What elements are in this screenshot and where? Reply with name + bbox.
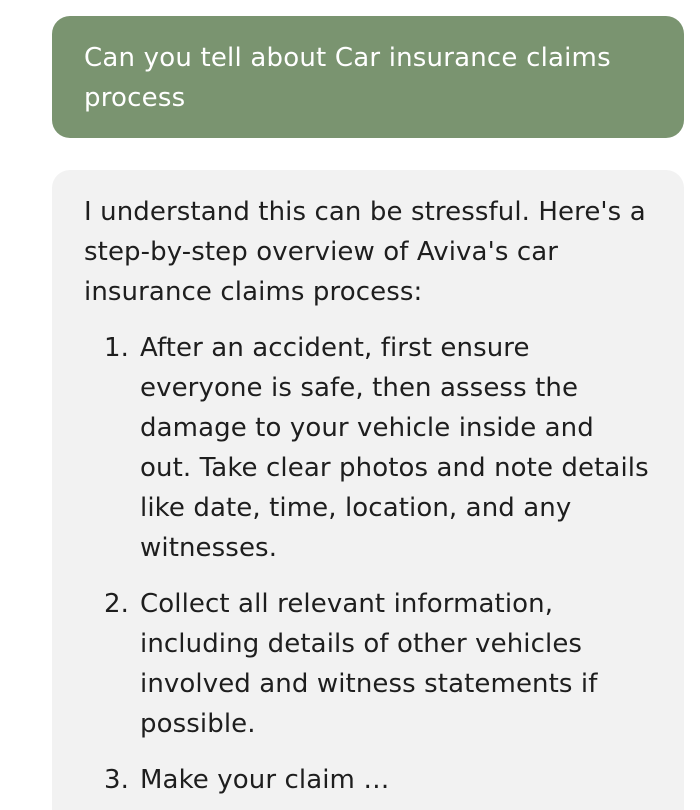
list-item bbox=[84, 328, 652, 568]
assistant-message-bubble bbox=[52, 170, 684, 810]
step-text: After an accident, first ensure everyone is safe, then assess the damage to your vehicle inside and out. Take clear photos and note details like date, time, location, and any witnesses. bbox=[140, 333, 649, 563]
assistant-intro-text: I understand this can be stressful. Here's a step-by-step overview of Aviva's car insurance claims process: bbox=[84, 197, 646, 307]
list-item bbox=[84, 584, 652, 744]
step-number: 1. bbox=[104, 333, 130, 363]
step-text: Make your claim … bbox=[140, 765, 390, 795]
step-number: 2. bbox=[104, 589, 130, 619]
list-item bbox=[84, 760, 652, 800]
step-text: Collect all relevant information, including details of other vehicles involved and witness statements if possible. bbox=[140, 589, 598, 739]
user-message-bubble bbox=[52, 16, 684, 138]
steps-list bbox=[84, 328, 652, 800]
user-message-text: Can you tell about Car insurance claims process bbox=[84, 43, 611, 113]
step-number: 3. bbox=[104, 765, 130, 795]
